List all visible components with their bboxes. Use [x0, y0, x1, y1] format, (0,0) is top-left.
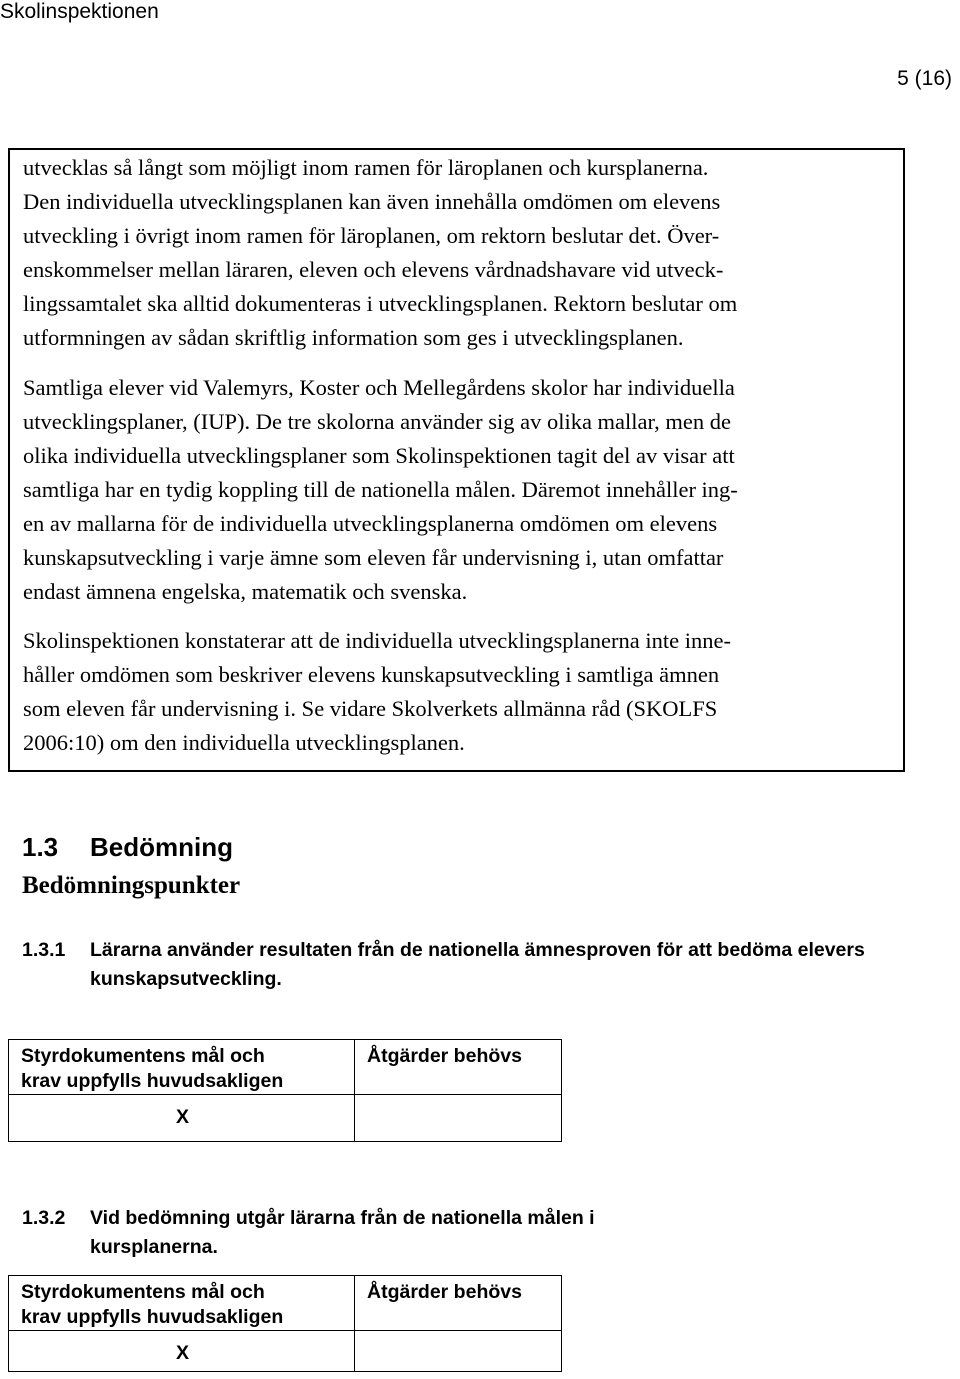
assessment-mark: X: [176, 1106, 190, 1128]
section-number: 1.3: [22, 832, 59, 862]
paragraph-line: som eleven får undervisning i. Se vidare Skolverkets allmänna råd (SKOLFS: [23, 696, 718, 721]
header-line: Styrdokumentens mål och: [21, 1281, 265, 1303]
paragraph-line: Den individuella utvecklingsplanen kan även innehålla omdömen om elevens: [23, 189, 721, 214]
paragraph-line: Samtliga elever vid Valemyrs, Koster och Mellegårdens skolor har individuella: [23, 375, 735, 400]
paragraph-line: enskommelser mellan läraren, eleven och elevens vårdnadshavare vid utveck-: [23, 257, 724, 282]
paragraph-line: Skolinspektionen konstaterar att de individuella utvecklingsplanerna inte inne-: [23, 628, 731, 653]
criteria-met-header: [9, 1276, 355, 1331]
page-number: 5 (16): [897, 67, 952, 90]
criterion-number: 1.3.1: [22, 939, 66, 961]
paragraph-line: lingssamtalet ska alltid dokumenteras i utvecklingsplanen. Rektorn beslutar om: [23, 291, 738, 316]
paragraph-line: kunskapsutveckling i varje ämne som eleven får undervisning i, utan omfattar: [23, 545, 724, 570]
criteria-met-header: [9, 1040, 355, 1095]
criterion-text-line: kursplanerna.: [90, 1236, 218, 1258]
header-line: Åtgärder behövs: [367, 1045, 522, 1067]
paragraph-line: utvecklas så långt som möjligt inom ramen för läroplanen och kursplanerna.: [23, 155, 709, 180]
criterion-1-3-1: [22, 936, 952, 994]
paragraph-line: endast ämnena engelska, matematik och svenska.: [23, 579, 468, 604]
header-line: Styrdokumentens mål och: [21, 1045, 265, 1067]
criteria-met-cell: [9, 1331, 355, 1372]
criterion-text-line: kunskapsutveckling.: [90, 968, 282, 990]
paragraph-line: utformningen av sådan skriftlig information som ges i utvecklingsplanen.: [23, 325, 684, 350]
section-subtitle: Bedömningspunkter: [22, 872, 241, 899]
assessment-table: [8, 1039, 562, 1142]
paragraph-line: samtliga har en tydig koppling till de nationella målen. Däremot innehåller ing-: [23, 477, 738, 502]
criterion-text-line: Lärarna använder resultaten från de nationella ämnesproven för att bedöma elevers: [90, 939, 865, 961]
action-needed-header: [355, 1276, 562, 1331]
criterion-1-3-2: [22, 1204, 952, 1262]
header-line: Åtgärder behövs: [367, 1281, 522, 1303]
action-needed-header: [355, 1040, 562, 1095]
paragraph-line: en av mallarna för de individuella utvecklingsplanerna omdömen om elevens: [23, 511, 718, 536]
criteria-met-cell: [9, 1095, 355, 1142]
criterion-text-line: Vid bedömning utgår lärarna från de nationella målen i: [90, 1207, 595, 1229]
header-line: krav uppfylls huvudsakligen: [21, 1070, 284, 1092]
paragraph-line: utveckling i övrigt inom ramen för läroplanen, om rektorn beslutar det. Över-: [23, 223, 720, 248]
paragraph-line: olika individuella utvecklingsplaner som Skolinspektionen tagit del av visar att: [23, 443, 735, 468]
assessment-table: [8, 1275, 562, 1372]
header-organization: Skolinspektionen: [0, 0, 159, 23]
header-line: krav uppfylls huvudsakligen: [21, 1306, 284, 1328]
section-heading: [22, 832, 233, 863]
section-title: Bedömning: [90, 832, 233, 862]
paragraph-line: utvecklingsplaner, (IUP). De tre skolorna använder sig av olika mallar, men de: [23, 409, 731, 434]
criterion-number: 1.3.2: [22, 1207, 66, 1229]
boxed-text-section: [8, 148, 905, 772]
paragraph-line: håller omdömen som beskriver elevens kunskapsutveckling i samtliga ämnen: [23, 662, 720, 687]
action-needed-cell: [355, 1331, 562, 1372]
paragraph-line: 2006:10) om den individuella utvecklingsplanen.: [23, 730, 465, 755]
action-needed-cell: [355, 1095, 562, 1142]
assessment-mark: X: [176, 1342, 190, 1364]
